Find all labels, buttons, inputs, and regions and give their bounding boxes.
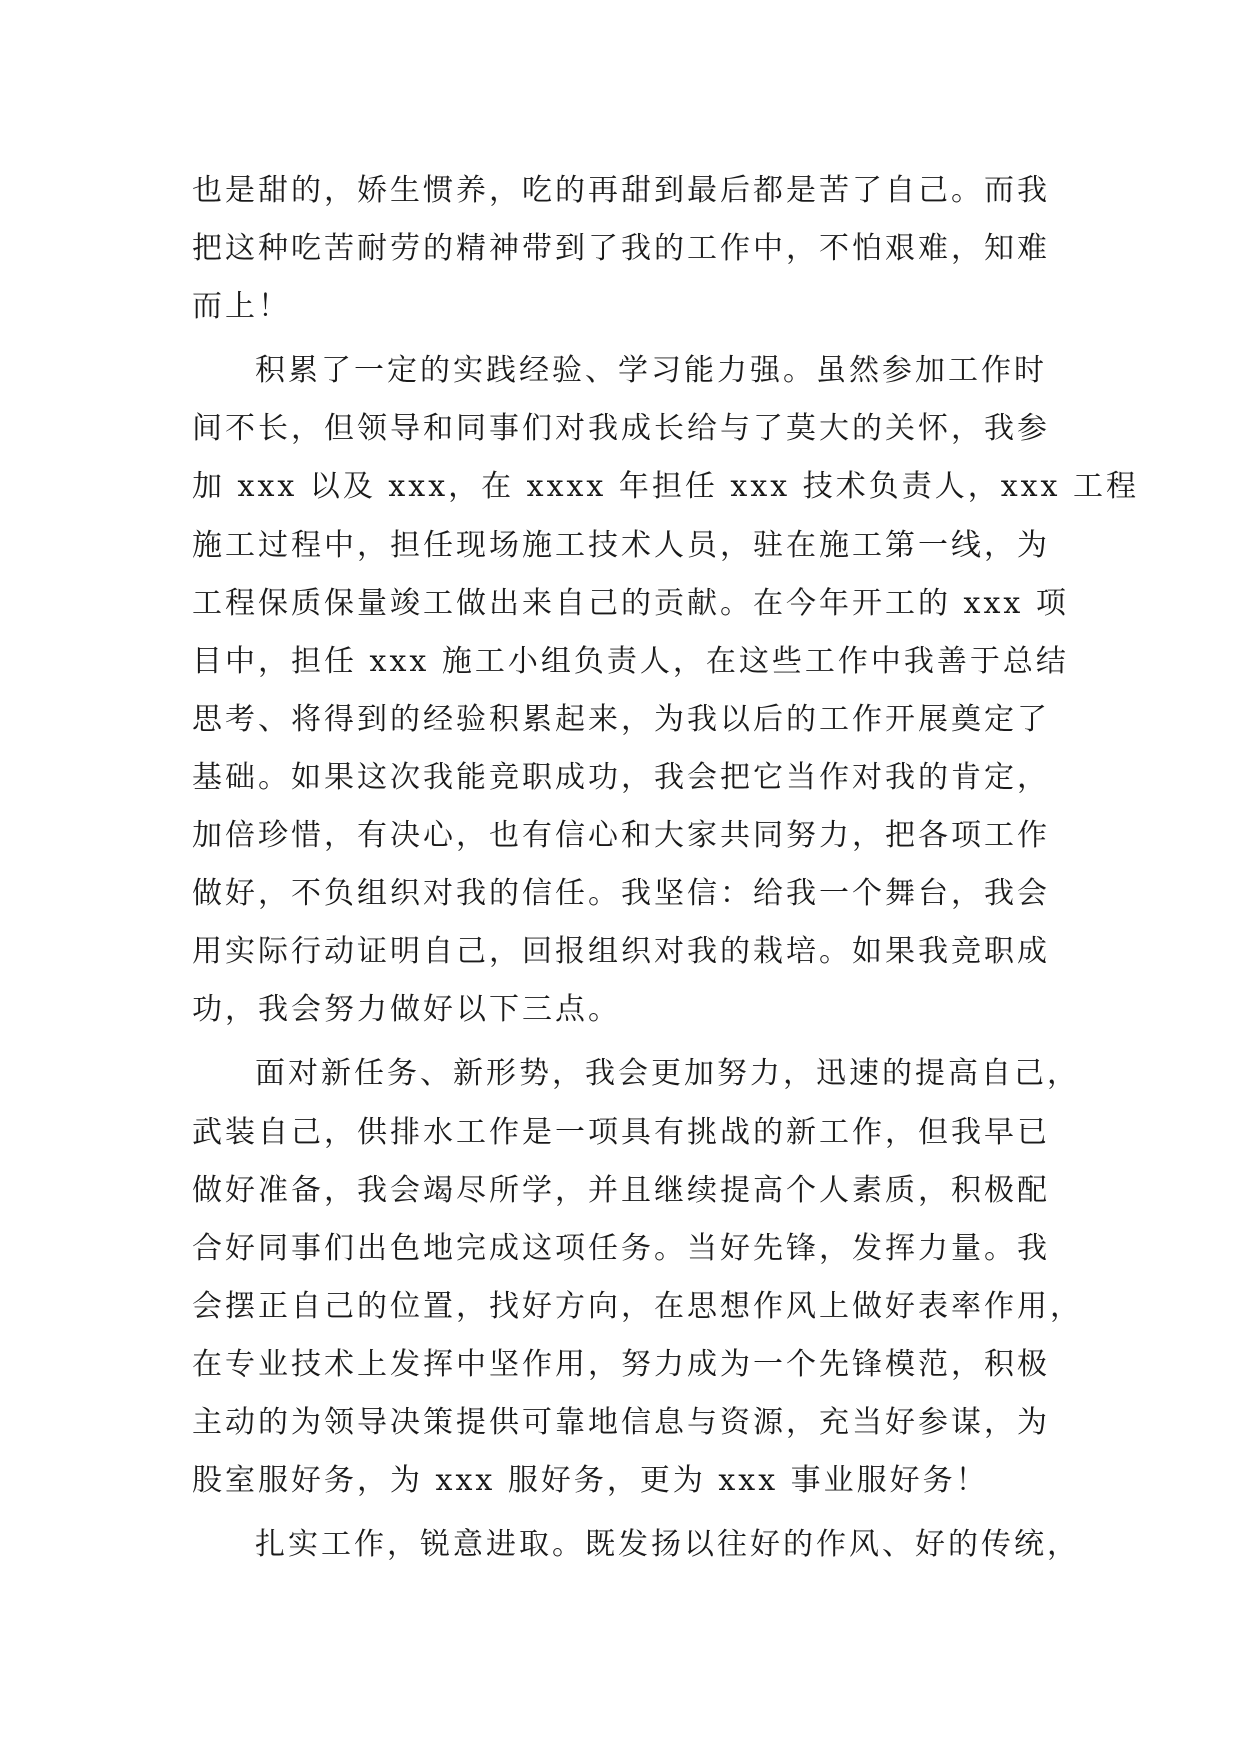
text-line: 功，我会努力做好以下三点。 (192, 992, 621, 1028)
text-line: 会摆正自己的位置，找好方向，在思想作风上做好表率作用， (192, 1288, 1083, 1324)
text-line: 扎实工作，锐意进取。既发扬以往好的作风、好的传统， (255, 1527, 1080, 1563)
text-line: 目中，担任 xxx 施工小组负责人，在这些工作中我善于总结 (192, 643, 1069, 679)
text-line: 工程保质保量竣工做出来自己的贡献。在今年开工的 xxx 项 (192, 585, 1069, 621)
text-line: 武装自己，供排水工作是一项具有挑战的新工作，但我早已 (192, 1114, 1050, 1150)
text-line: 用实际行动证明自己，回报组织对我的栽培。如果我竞职成 (192, 934, 1050, 970)
text-line: 做好准备，我会竭尽所学，并且继续提高个人素质，积极配 (192, 1172, 1050, 1208)
text-line: 主动的为领导决策提供可靠地信息与资源，充当好参谋，为 (192, 1404, 1050, 1440)
document-body (192, 162, 1139, 1574)
text-line: 也是甜的，娇生惯养，吃的再甜到最后都是苦了自己。而我 (192, 173, 1050, 208)
text-line: 合好同事们出色地完成这项任务。当好先锋，发挥力量。我 (192, 1230, 1050, 1266)
text-line: 面对新任务、新形势，我会更加努力，迅速的提高自己， (255, 1056, 1080, 1092)
text-line: 加 xxx 以及 xxx，在 xxxx 年担任 xxx 技术负责人，xxx 工程 (192, 469, 1139, 505)
text-line: 在专业技术上发挥中坚作用，努力成为一个先锋模范，积极 (192, 1346, 1050, 1382)
text-line: 积累了一定的实践经验、学习能力强。虽然参加工作时 (255, 353, 1047, 389)
text-line: 而上！ (192, 289, 291, 325)
text-line: 施工过程中，担任现场施工技术人员，驻在施工第一线，为 (192, 527, 1050, 563)
text-line: 间不长，但领导和同事们对我成长给与了莫大的关怀，我参 (192, 411, 1050, 447)
text-line: 把这种吃苦耐劳的精神带到了我的工作中，不怕艰难，知难 (192, 231, 1050, 267)
text-line: 做好，不负组织对我的信任。我坚信：给我一个舞台，我会 (192, 876, 1050, 912)
text-line: 加倍珍惜，有决心，也有信心和大家共同努力，把各项工作 (192, 818, 1050, 854)
text-line: 基础。如果这次我能竞职成功，我会把它当作对我的肯定， (192, 759, 1050, 795)
text-line: 股室服好务，为 xxx 服好务，更为 xxx 事业服好务！ (192, 1463, 989, 1499)
text-line: 思考、将得到的经验积累起来，为我以后的工作开展奠定了 (192, 701, 1050, 737)
